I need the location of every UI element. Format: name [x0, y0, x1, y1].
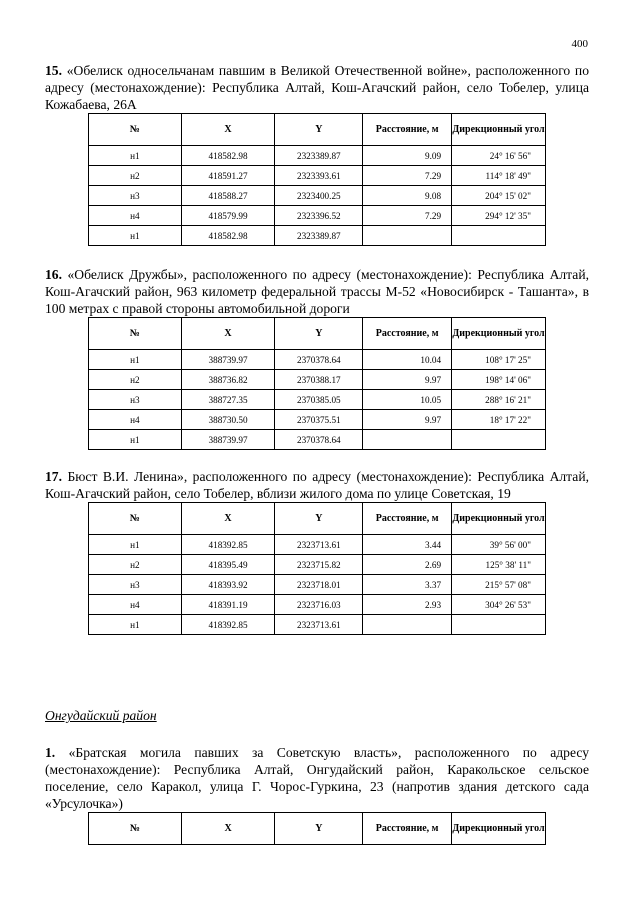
section-description — [45, 468, 589, 502]
cell-point: н1 — [89, 226, 182, 246]
header-num: № — [89, 813, 182, 845]
cell-angle: 294° 12' 35" — [452, 206, 546, 226]
header-x: X — [181, 318, 275, 350]
cell-x: 418393.92 — [181, 575, 275, 595]
cell-angle: 215° 57' 08" — [452, 575, 546, 595]
cell-y: 2323716.03 — [275, 595, 363, 615]
cell-point: н4 — [89, 206, 182, 226]
table-row — [89, 410, 546, 430]
cell-angle: 108° 17' 25" — [452, 350, 546, 370]
header-y: Y — [275, 114, 363, 146]
district-heading: Онгудайский район — [45, 708, 157, 723]
cell-point: н2 — [89, 370, 182, 390]
cell-x: 418591.27 — [181, 166, 275, 186]
header-distance: Расстояние, м — [363, 318, 452, 350]
section-description — [45, 266, 589, 317]
cell-point: н2 — [89, 555, 182, 575]
cell-angle — [452, 615, 546, 635]
cell-y: 2323715.82 — [275, 555, 363, 575]
cell-distance: 9.08 — [363, 186, 452, 206]
cell-y: 2323718.01 — [275, 575, 363, 595]
cell-angle: 304° 26' 53" — [452, 595, 546, 615]
table-row — [89, 350, 546, 370]
cell-angle: 18° 17' 22" — [452, 410, 546, 430]
cell-angle: 125° 38' 11" — [452, 555, 546, 575]
cell-distance — [363, 615, 452, 635]
table-header-row — [89, 503, 546, 535]
header-x: X — [181, 503, 275, 535]
table-row — [89, 206, 546, 226]
cell-y: 2370378.64 — [275, 430, 363, 450]
cell-x: 418392.85 — [181, 615, 275, 635]
cell-point: н1 — [89, 615, 182, 635]
page-number: 400 — [571, 38, 588, 50]
cell-angle: 24° 16' 56" — [452, 146, 546, 166]
cell-distance: 3.44 — [363, 535, 452, 555]
table-row — [89, 166, 546, 186]
header-num: № — [89, 114, 182, 146]
cell-angle: 204° 15' 02" — [452, 186, 546, 206]
cell-distance: 10.04 — [363, 350, 452, 370]
table-row — [89, 430, 546, 450]
header-angle: Дирекционный угол — [452, 318, 546, 350]
cell-angle: 288° 16' 21" — [452, 390, 546, 410]
cell-distance: 3.37 — [363, 575, 452, 595]
cell-distance: 9.97 — [363, 410, 452, 430]
cell-distance: 2.93 — [363, 595, 452, 615]
cell-distance — [363, 430, 452, 450]
table-row — [89, 146, 546, 166]
table-header-row — [89, 813, 546, 845]
section-17 — [45, 468, 589, 635]
cell-angle: 114° 18' 49" — [452, 166, 546, 186]
header-x: X — [181, 813, 275, 845]
cell-x: 418392.85 — [181, 535, 275, 555]
section-16 — [45, 266, 589, 450]
cell-y: 2323396.52 — [275, 206, 363, 226]
cell-x: 418582.98 — [181, 226, 275, 246]
cell-angle — [452, 226, 546, 246]
header-num: № — [89, 503, 182, 535]
section-text: «Обелиск Дружбы», расположенного по адресу (местонахождение): Республика Алтай, Кош-Агачский район, 963 километр федеральной трассы М-52 «Новосибирск - Ташанта», в 100 метрах с правой стороны автомобильной дороги — [45, 267, 589, 316]
cell-y: 2323393.61 — [275, 166, 363, 186]
cell-x: 388736.82 — [181, 370, 275, 390]
cell-distance: 10.05 — [363, 390, 452, 410]
table-row — [89, 370, 546, 390]
cell-point: н2 — [89, 166, 182, 186]
cell-point: н4 — [89, 595, 182, 615]
coordinates-table — [88, 113, 546, 246]
cell-x: 418588.27 — [181, 186, 275, 206]
table-row — [89, 535, 546, 555]
header-angle: Дирекционный угол — [452, 813, 546, 845]
header-distance: Расстояние, м — [363, 503, 452, 535]
header-y: Y — [275, 318, 363, 350]
coordinates-table — [88, 317, 546, 450]
section-text: «Братская могила павших за Советскую власть», расположенного по адресу (местонахождение): Республика Алтай, Онгудайский район, Каракольское сельское поселение, село Каракол, улица Г. Чорос-Гуркина, 23 (напротив здания детского сада «Урсулочка») — [45, 745, 589, 811]
cell-distance — [363, 226, 452, 246]
cell-distance: 7.29 — [363, 206, 452, 226]
ongudai-section-1 — [45, 744, 589, 845]
cell-y: 2323389.87 — [275, 226, 363, 246]
section-number: 17. — [45, 469, 62, 484]
cell-point: н3 — [89, 186, 182, 206]
cell-y: 2323389.87 — [275, 146, 363, 166]
cell-point: н4 — [89, 410, 182, 430]
header-distance: Расстояние, м — [363, 813, 452, 845]
cell-y: 2370385.05 — [275, 390, 363, 410]
cell-angle: 198° 14' 06" — [452, 370, 546, 390]
coordinates-table — [88, 502, 546, 635]
cell-y: 2370388.17 — [275, 370, 363, 390]
cell-distance: 2.69 — [363, 555, 452, 575]
table-row — [89, 575, 546, 595]
cell-distance: 7.29 — [363, 166, 452, 186]
coordinates-table — [88, 812, 546, 845]
cell-x: 388739.97 — [181, 350, 275, 370]
table-row — [89, 390, 546, 410]
header-distance: Расстояние, м — [363, 114, 452, 146]
table-row — [89, 186, 546, 206]
cell-x: 418395.49 — [181, 555, 275, 575]
header-y: Y — [275, 503, 363, 535]
cell-angle — [452, 430, 546, 450]
table-row — [89, 615, 546, 635]
cell-y: 2370375.51 — [275, 410, 363, 430]
cell-point: н1 — [89, 430, 182, 450]
cell-x: 388727.35 — [181, 390, 275, 410]
cell-point: н1 — [89, 535, 182, 555]
section-text: Бюст В.И. Ленина», расположенного по адресу (местонахождение): Республика Алтай, Кош-Агачский район, село Тобелер, вблизи жилого дома по улице Советская, 19 — [45, 469, 589, 501]
cell-x: 418582.98 — [181, 146, 275, 166]
cell-distance: 9.97 — [363, 370, 452, 390]
section-description — [45, 744, 589, 812]
cell-point: н3 — [89, 575, 182, 595]
cell-angle: 39° 56' 00" — [452, 535, 546, 555]
cell-y: 2370378.64 — [275, 350, 363, 370]
table-row — [89, 595, 546, 615]
cell-x: 418579.99 — [181, 206, 275, 226]
cell-point: н1 — [89, 350, 182, 370]
section-text: «Обелиск односельчанам павшим в Великой Отечественной войне», расположенного по адресу (местонахождение): Республика Алтай, Кош-Агачский район, село Тобелер, улица Кожабаева, 26А — [45, 63, 589, 112]
section-number: 16. — [45, 267, 62, 282]
section-15 — [45, 62, 589, 246]
header-y: Y — [275, 813, 363, 845]
cell-y: 2323400.25 — [275, 186, 363, 206]
table-header-row — [89, 114, 546, 146]
table-header-row — [89, 318, 546, 350]
header-angle: Дирекционный угол — [452, 114, 546, 146]
cell-x: 388739.97 — [181, 430, 275, 450]
header-x: X — [181, 114, 275, 146]
header-angle: Дирекционный угол — [452, 503, 546, 535]
cell-x: 418391.19 — [181, 595, 275, 615]
header-num: № — [89, 318, 182, 350]
cell-point: н3 — [89, 390, 182, 410]
section-description — [45, 62, 589, 113]
table-row — [89, 555, 546, 575]
cell-x: 388730.50 — [181, 410, 275, 430]
cell-y: 2323713.61 — [275, 535, 363, 555]
cell-point: н1 — [89, 146, 182, 166]
table-row — [89, 226, 546, 246]
section-number: 1. — [45, 745, 56, 760]
section-number: 15. — [45, 63, 62, 78]
cell-y: 2323713.61 — [275, 615, 363, 635]
cell-distance: 9.09 — [363, 146, 452, 166]
